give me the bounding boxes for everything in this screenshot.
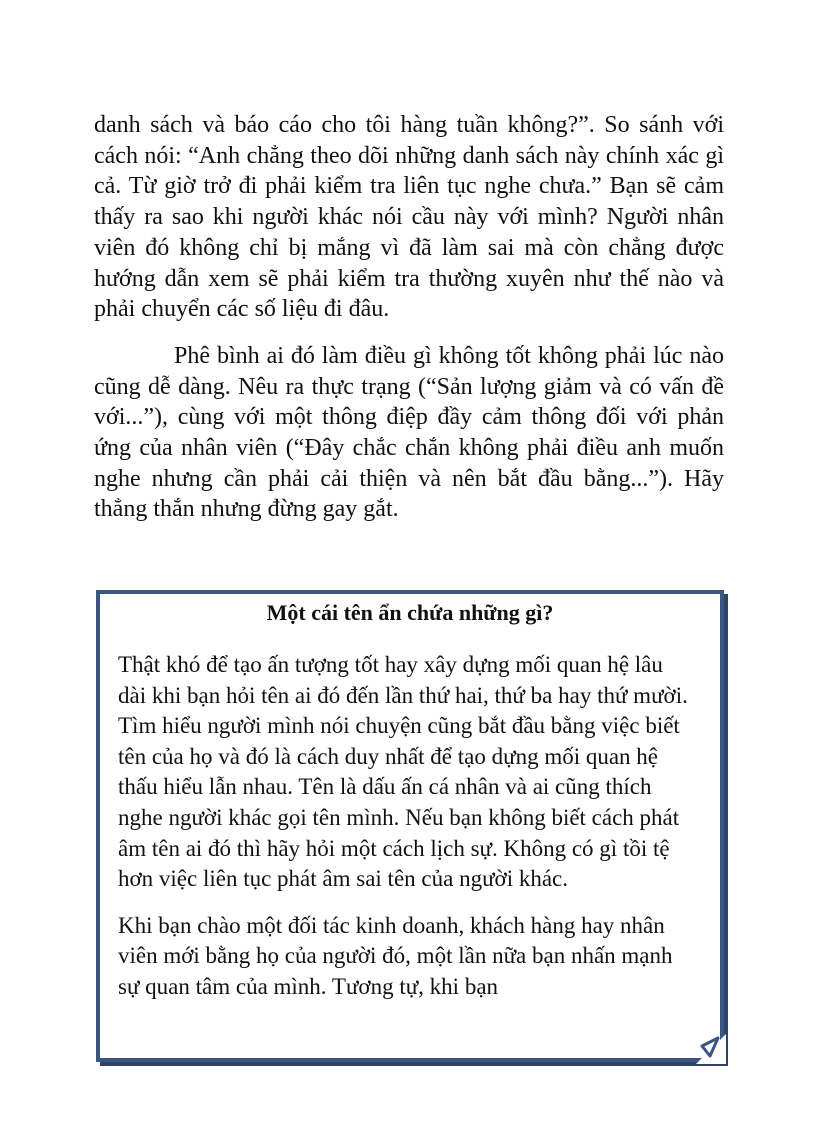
sidebar-paragraph: Thật khó để tạo ấn tượng tốt hay xây dựng mối quan hệ lâu dài khi bạn hỏi tên ai đó đến lần thứ hai, thứ ba hay thứ mười. Tìm hiểu người mình nói chuyện cũng bắt đầu bằng việc biết tên của họ và đó là cách duy nhất để tạo dựng mối quan hệ thấu hiểu lẫn nhau. Tên là dấu ấn cá nhân và ai cũng thích nghe người khác gọi tên mình. Nếu bạn không biết cách phát âm tên ai đó thì hãy hỏi một cách lịch sự. Không có gì tồi tệ hơn việc liên tục phát âm sai tên của người khác.: [118, 652, 688, 892]
sidebar-paragraph: Khi bạn chào một đối tác kinh doanh, khách hàng hay nhân viên mới bằng họ của người đó, một lần nữa bạn nhấn mạnh sự quan tâm của mình. Tương tự, khi bạn: [118, 912, 673, 999]
page-curl-icon: [696, 1034, 726, 1064]
body-paragraph: Phê bình ai đó làm điều gì không tốt không phải lúc nào cũng dễ dàng. Nêu ra thực trạng (“Sản lượng giảm và có vấn đề với...”), cùng với một thông điệp đầy cảm thông đối với phản ứng của nhân viên (“Đây chắc chắn không phải điều anh muốn nghe nhưng cần phải cải thiện và nên bắt đầu bằng...”). Hãy thẳng thắn nhưng đừng gay gắt.: [94, 342, 724, 523]
sidebar-title: Một cái tên ẩn chứa những gì?: [266, 600, 554, 625]
body-paragraph: danh sách và báo cáo cho tôi hàng tuần không?”. So sánh với cách nói: “Anh chẳng theo dõi những danh sách này chính xác gì cả. Từ giờ trở đi phải kiểm tra liên tục nghe chưa.” Bạn sẽ cảm thấy ra sao khi người khác nói cầu này với mình? Người nhân viên đó không chỉ bị mắng vì đã làm sai mà còn chẳng được hướng dẫn xem sẽ phải kiểm tra thường xuyên như thế nào và phải chuyển các số liệu đi đâu.: [94, 112, 724, 323]
sidebar-text: [118, 650, 692, 1003]
sidebar-box: [96, 590, 724, 1062]
page-body-text: [94, 110, 724, 525]
